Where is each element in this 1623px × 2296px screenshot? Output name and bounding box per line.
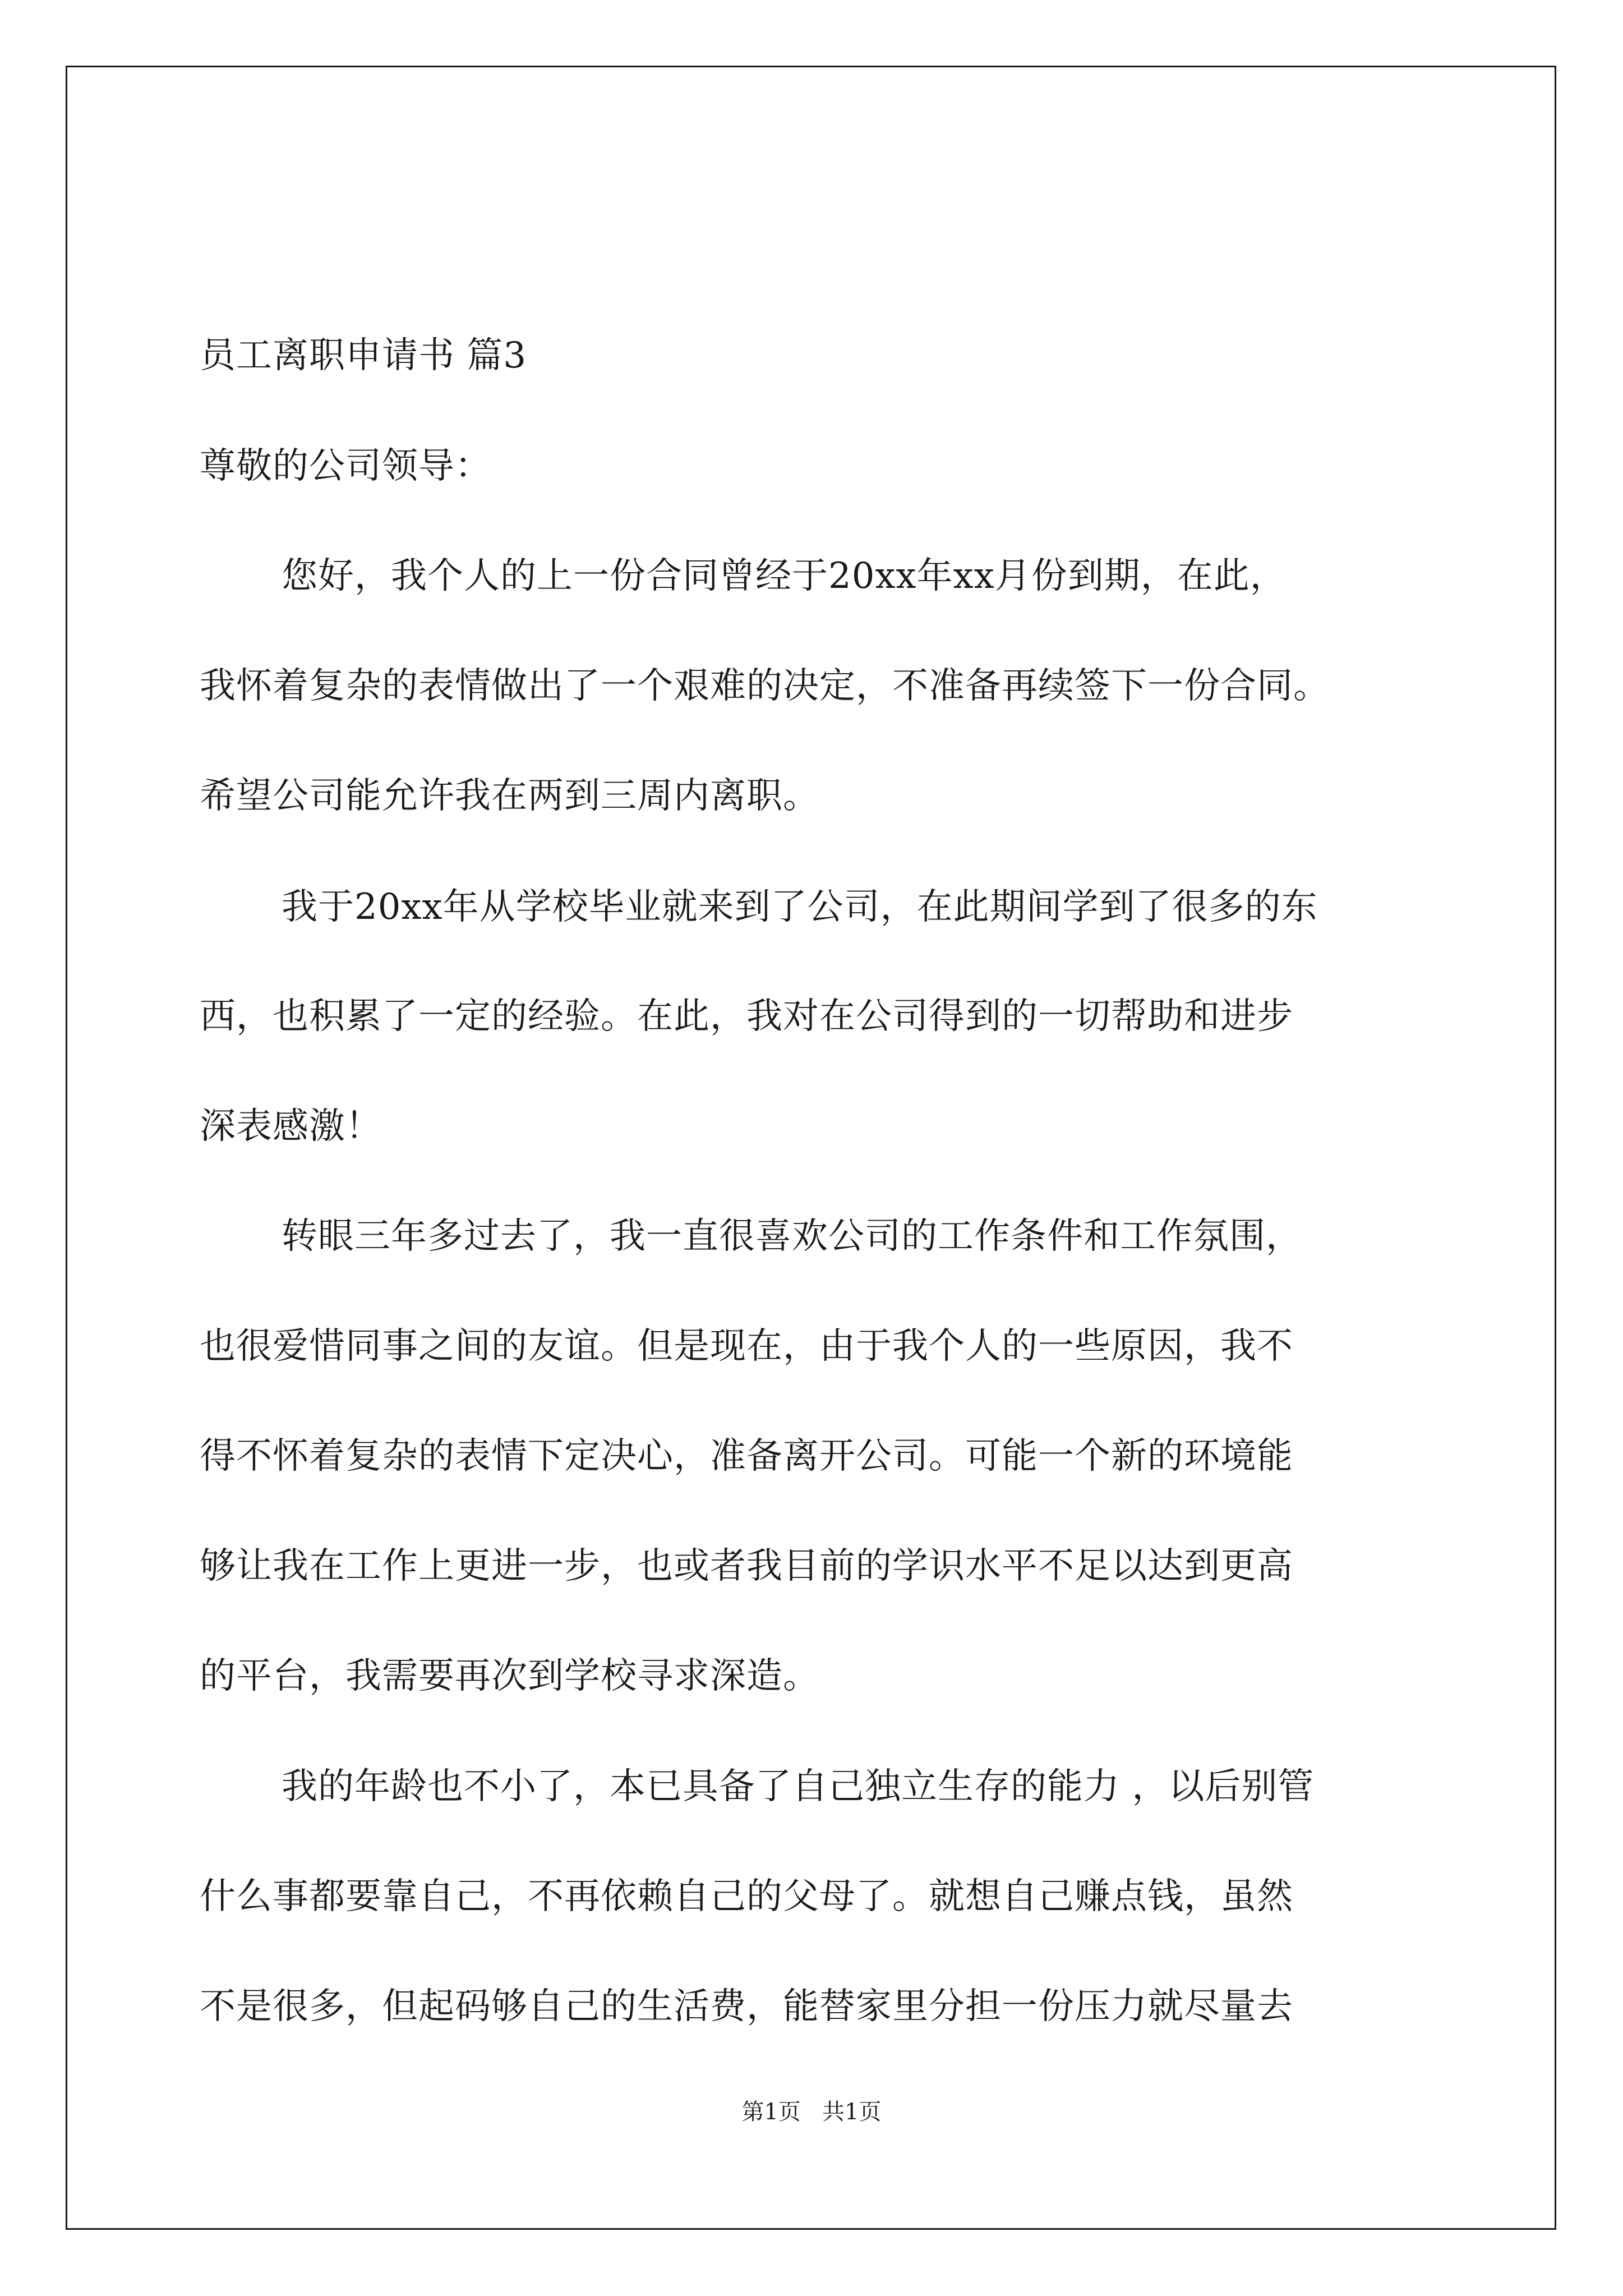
body-line: 得不怀着复杂的表情下定决心，准备离开公司。可能一个新的环境能 — [200, 1435, 1293, 1477]
body-line: 您好，我个人的上一份合同曾经于20xx年xx月份到期，在此， — [282, 555, 1287, 597]
body-line: 我于20xx年从学校毕业就来到了公司，在此期间学到了很多的东 — [282, 886, 1318, 928]
body-line: 的平台，我需要再次到学校寻求深造。 — [200, 1655, 819, 1697]
body-line: 西，也积累了一定的经验。在此，我对在公司得到的一切帮助和进步 — [200, 996, 1293, 1037]
body-line: 我怀着复杂的表情做出了一个艰难的决定，不准备再续签下一份合同。 — [200, 665, 1330, 707]
body-line: 什么事都要靠自己，不再依赖自己的父母了。就想自己赚点钱，虽然 — [200, 1876, 1293, 1917]
document-title: 员工离职申请书 篇3 — [200, 335, 527, 376]
body-line: 也很爱惜同事之间的友谊。但是现在，由于我个人的一些原因，我不 — [200, 1326, 1293, 1367]
body-line: 希望公司能允许我在两到三周内离职。 — [200, 775, 819, 817]
body-line: 我的年龄也不小了，本已具备了自己独立生存的能力 ，以后别管 — [282, 1766, 1315, 1807]
body-line: 转眼三年多过去了，我一直很喜欢公司的工作条件和工作氛围， — [282, 1216, 1302, 1257]
body-line: 深表感激！ — [200, 1106, 382, 1147]
body-line: 不是很多，但起码够自己的生活费，能替家里分担一份压力就尽量去 — [200, 1986, 1293, 2027]
page-number-footer: 第1页 共1页 — [741, 2099, 882, 2125]
salutation: 尊敬的公司领导： — [200, 445, 491, 487]
body-line: 够让我在工作上更进一步，也或者我目前的学识水平不足以达到更高 — [200, 1545, 1293, 1587]
